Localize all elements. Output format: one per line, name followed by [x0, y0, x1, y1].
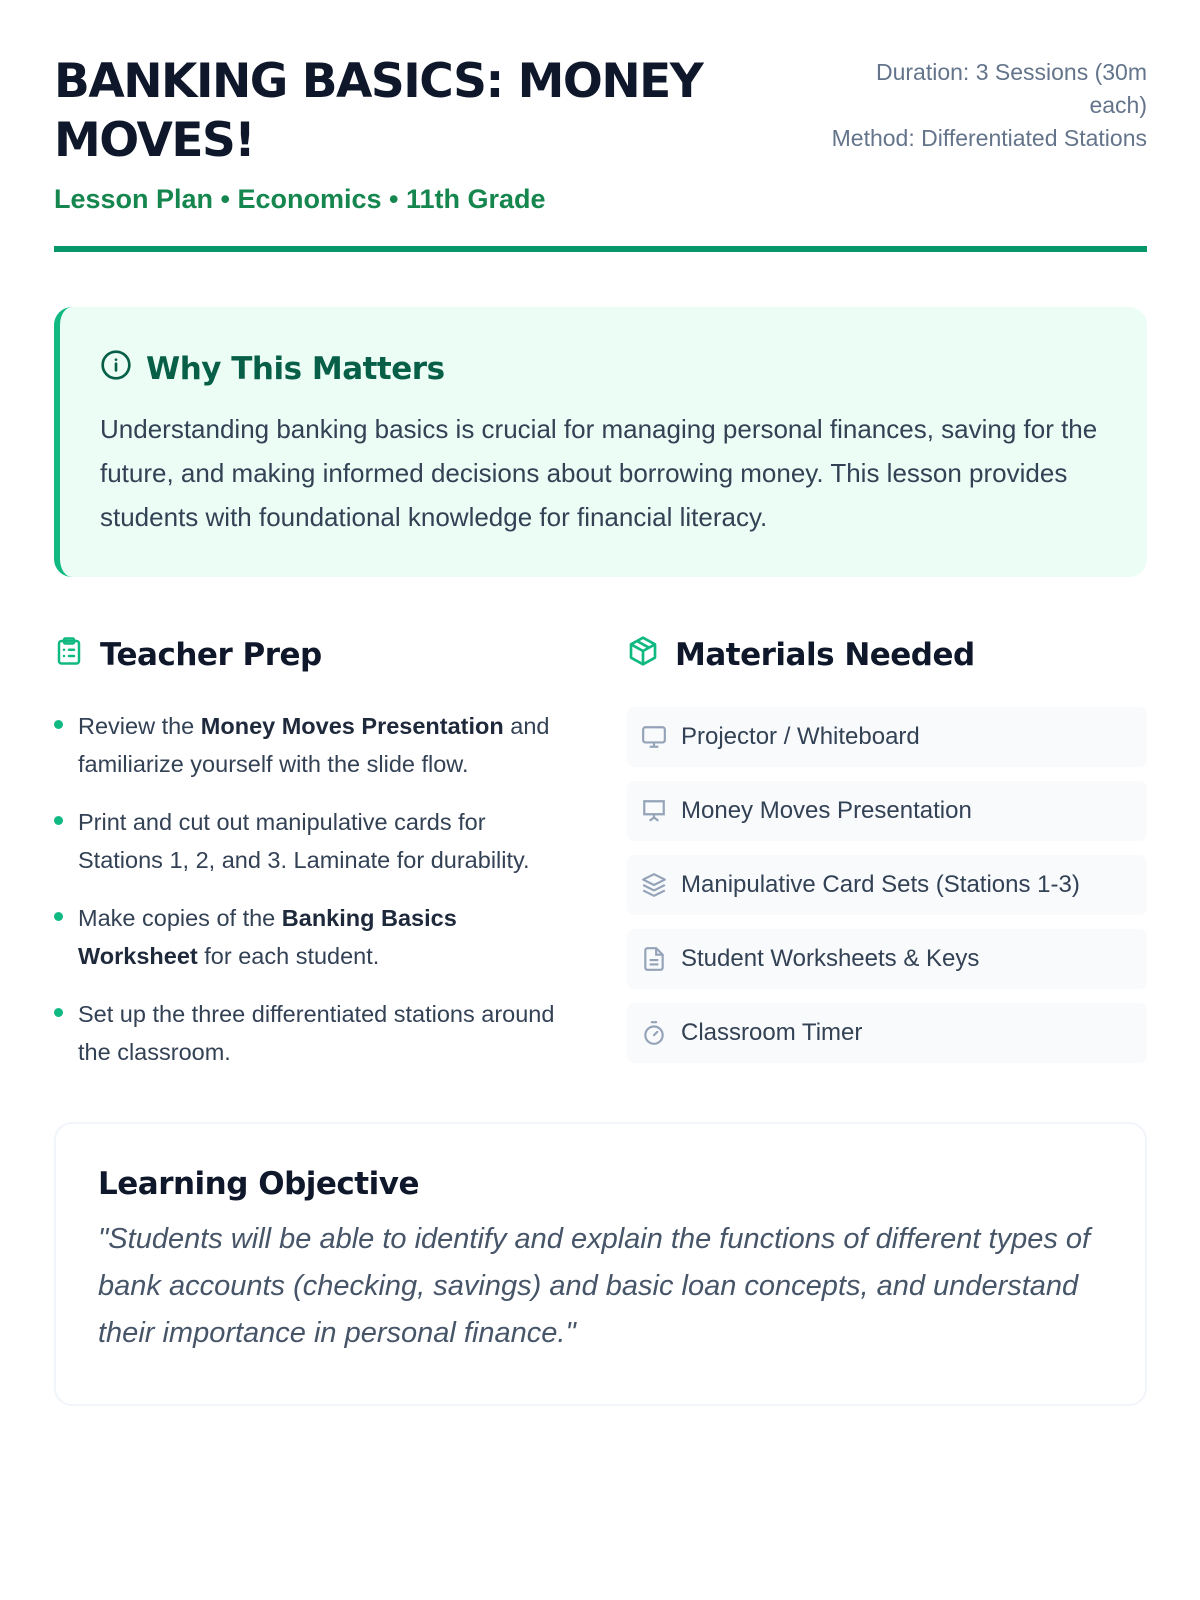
materials-needed [627, 633, 1147, 1077]
list-item: Print and cut out manipulative cards for Stations 1, 2, and 3. Laminate for durability. [54, 803, 574, 879]
material-item: Money Moves Presentation [627, 781, 1147, 841]
material-item: Manipulative Card Sets (Stations 1-3) [627, 855, 1147, 915]
list-item: Make copies of the Banking Basics Worksheet for each student. [54, 899, 574, 975]
objective-title: Learning Objective [98, 1166, 419, 1202]
material-item: Projector / Whiteboard [627, 707, 1147, 767]
header [54, 52, 1147, 252]
teacher-prep [54, 633, 574, 1091]
why-this-matters [54, 307, 1147, 577]
timer-icon [641, 1020, 667, 1046]
list-item: Set up the three differentiated stations around the classroom. [54, 995, 574, 1071]
why-title: Why This Matters [146, 351, 445, 387]
materials-title: Materials Needed [675, 637, 975, 673]
lesson-meta [827, 56, 1147, 155]
learning-objective [54, 1122, 1147, 1406]
page-title: BANKING BASICS: MONEY MOVES! [54, 54, 703, 168]
header-divider [54, 246, 1147, 252]
package-icon [627, 635, 659, 675]
why-body: Understanding banking basics is crucial for managing personal finances, saving for the future, and making informed decisions about borrowing money. This lesson provides students with foundational knowledge for financial literacy. [100, 414, 1098, 532]
material-item: Classroom Timer [627, 1003, 1147, 1063]
file-text-icon [641, 946, 667, 972]
list-item: Review the Money Moves Presentation and familiarize yourself with the slide flow. [54, 707, 574, 783]
clipboard-icon [54, 635, 84, 675]
monitor-icon [641, 724, 667, 750]
layers-icon [641, 872, 667, 898]
material-item: Student Worksheets & Keys [627, 929, 1147, 989]
info-icon [100, 349, 132, 389]
presentation-icon [641, 798, 667, 824]
method: Method: Differentiated Stations [831, 125, 1147, 151]
prep-title: Teacher Prep [100, 637, 322, 673]
subtitle: Lesson Plan • Economics • 11th Grade [54, 184, 546, 214]
duration: Duration: 3 Sessions (30m each) [875, 59, 1147, 118]
objective-body: "Students will be able to identify and explain the functions of different types of bank accounts (checking, savings) and basic loan concepts, and understand their importance in personal finance." [98, 1223, 1091, 1349]
